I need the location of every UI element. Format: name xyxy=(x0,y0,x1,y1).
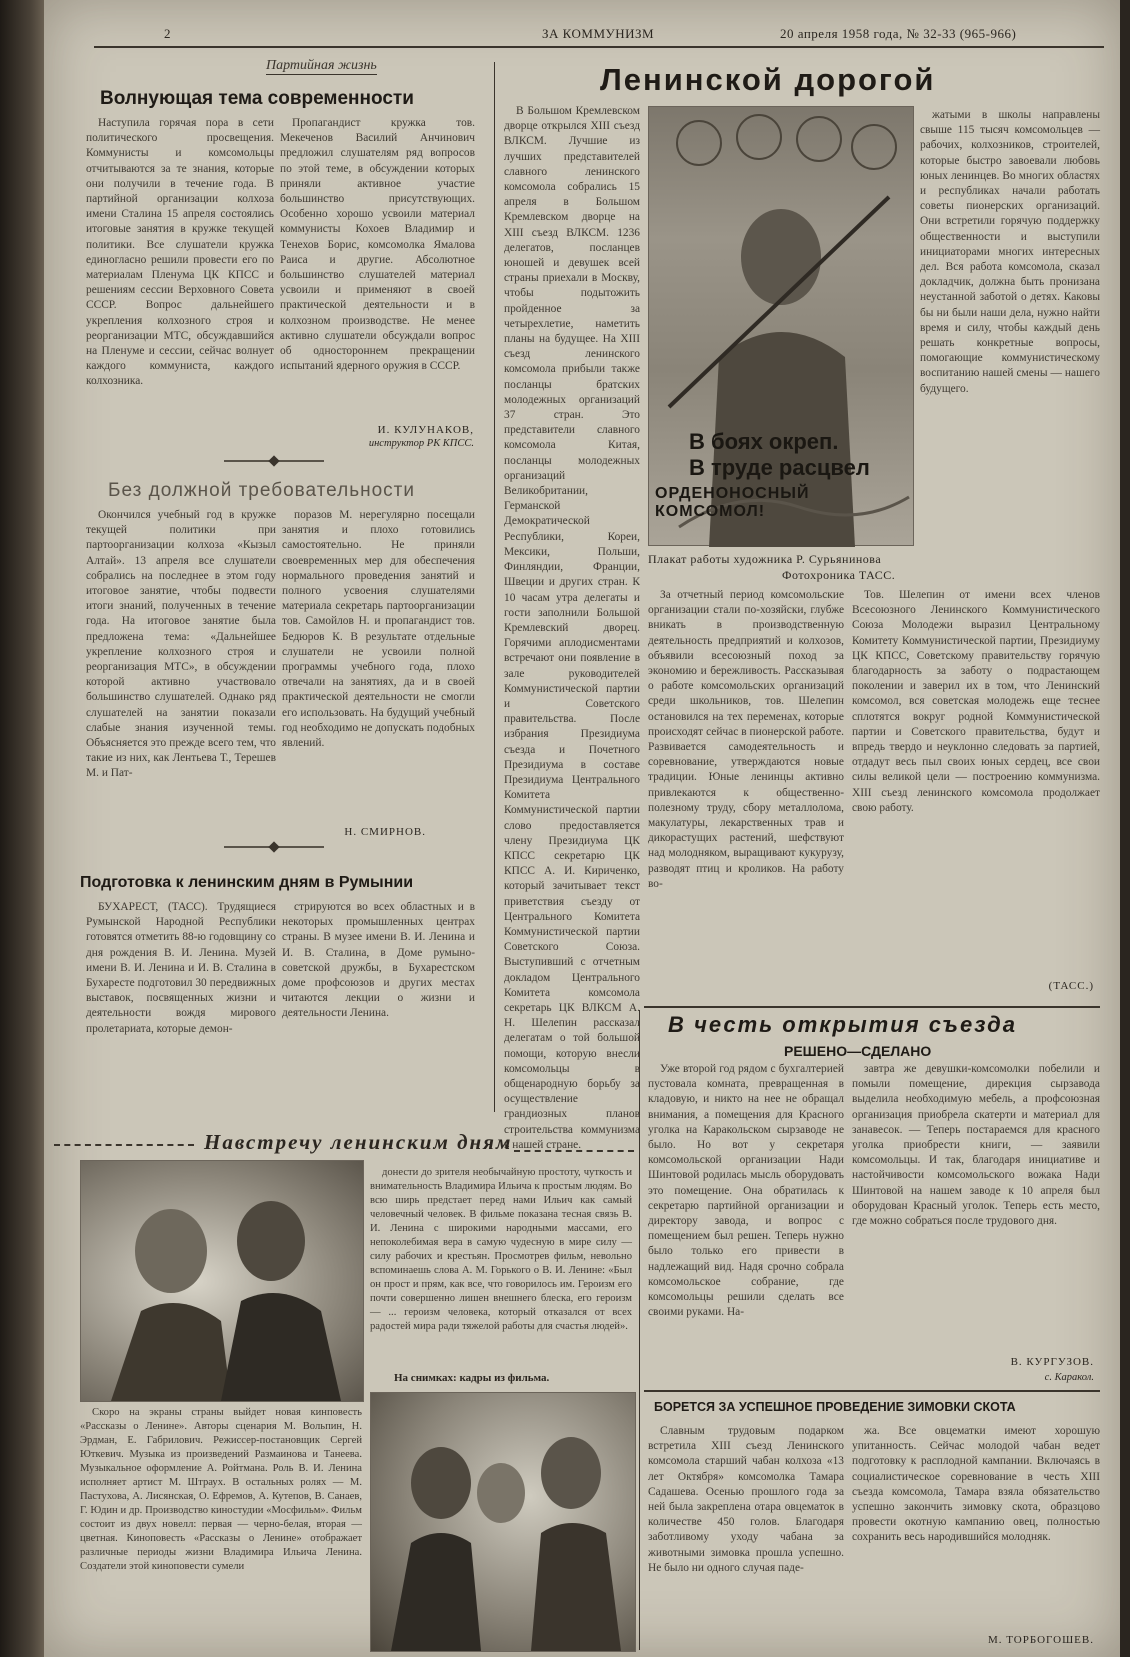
winter-top-rule xyxy=(644,1390,1100,1392)
binding-edge xyxy=(0,0,44,1657)
film-still-illustration xyxy=(371,1393,635,1651)
film-text-left: Скоро на экраны страны выйдет новая кинповесть «Рассказы о Ленине». Авторы сценария М. Вольпин, Н. Эрдман, Е. Габрилович. Режиссер-постановщик Сергей Юткевич. Музыка из произведений Размаинова и Танеева. Музыкальное оформление А. Ройтмана. Роль В. И. Ленина исполняет артист М. Штраух. В остальных ролях — М. Пастухова, А. Лисянская, О. Ефремов, А. Кутепов, В. Санаев, Г. Юдин и др. Производство киностудии «Мосфильм». Фильм состоит из двух новелл: первая — черно-белая, вторая — цветная. Киноповесть «Рассказы о Ленине» отображает различные периоды жизни Владимира Ильича Ленина. Создатели этой киноповести сумели xyxy=(80,1407,362,1572)
column-divider-main xyxy=(494,62,495,1112)
film-heading-line-left xyxy=(54,1144,194,1146)
poster-slogan-3: ОРДЕНОНОСНЫЙ КОМСОМОЛ! xyxy=(655,485,810,520)
article-theme-signature-title: инструктор РК КПСС. xyxy=(368,438,474,449)
rubric-party-life: Партийная жизнь xyxy=(266,58,377,73)
article-subtitle-honor: РЕШЕНО—СДЕЛАНО xyxy=(784,1043,932,1059)
page-edge xyxy=(1120,0,1130,1657)
article-theme-col2: Пропагандист кружка тов. Мекеченов Василий Анчинович предложил слушателям ряд вопросов по этой теме, в обсуждении которых приняли активное участие большинство присутствующих. Особенно хорошо усвоили материал коммунисты Кохоев Владимир и Тенехов Борис, комсомолка Ямалова Раиса и другие. Абсолютное большинство слушателей материал усвоили и применяют в своей практической деятельности и в колхозном производстве. Не менее активно слушатели обсуждали вопрос об одностороннем прекращении испытаний ядерного оружия в СССР. xyxy=(280,117,475,373)
divider-ornament xyxy=(224,460,324,462)
honor-col2: завтра же девушки-комсомолки побелили и помыли помещение, дирекция сырзавода выделила необходимую мебель, а профсоюзная организация приобрела скатерти и материал для занавесок. — Теперь постараемся для красного уголка приобрести книги, — заявили комсомольцы. И так, благодаря инициативе и настойчивости комсомольского вожака Нади Шинтовой на нашем заводе к 10 апреля был оборудован Красный уголок. Теперь есть место, где можно собраться после трудового дня. xyxy=(852,1063,1100,1228)
leninsky-tass: (ТАСС.) xyxy=(1048,980,1094,992)
winter-col2: жа. Все овцематки имеют хорошую упитанность. Сейчас молодой чабан ведет подготовку к расплодной кампании. Включаясь в социалистическое соревнование в честь XIII съезда комсомола, Тамара взяла обязательство успешно закончить зимовку скота, образцово провести окотную кампанию овец, полностью сохранить весь народившийся молодняк. xyxy=(852,1425,1100,1544)
film-still-1 xyxy=(80,1160,364,1402)
masthead-rule xyxy=(94,46,1104,48)
article-title-leninsky: Ленинской дорогой xyxy=(600,62,936,97)
honor-signature: В. КУРГУЗОВ. xyxy=(1010,1356,1094,1368)
film-title: Навстречу ленинским дням xyxy=(204,1130,513,1154)
komsomol-poster xyxy=(648,106,914,546)
poster-slogan-2: В труде расцвел xyxy=(689,455,870,480)
article-romania-col2: стрируются во всех областных и в некоторых промышленных центрах страны. В музее имени В. И. Ленина и И. В. Сталина, в Доме румыно-советской дружбы, в Бухарестском доме профсоюзов и других местах читаются лекции о жизни и деятельности Ленина. xyxy=(282,901,475,1020)
newspaper-page xyxy=(44,0,1122,1657)
honor-top-rule xyxy=(644,1006,1100,1008)
winter-signature: М. ТОРБОГОШЕВ. xyxy=(987,1634,1094,1646)
article-title-requirements: Без должной требовательности xyxy=(108,480,415,501)
divider-ornament xyxy=(224,846,324,848)
poster-caption: Плакат работы художника Р. Сурьянинова xyxy=(648,552,882,566)
leninsky-col4: Тов. Шелепин от имени всех членов Всесоюзного Ленинского Коммунистического Союза Молодежи выразил Центральному Комитету Коммунистической партии, Президиуму ЦК КПСС, Советскому правительству горячую благодарность за заботу о подрастающем поколении и заверил их в том, что Ленинский комсомол, вся советская молодежь еще теснее сплотятся вокруг родной Коммунистической партии и Советского правительства, будут и впредь твердо и неуклонно следовать за партией, отдадут весь пыл своих юных сердец, все свои силы великой цели — построению коммунизма. XIII съезд ленинского комсомола продолжает свою работу. xyxy=(852,589,1100,814)
film-still-illustration xyxy=(81,1161,363,1401)
masthead: ЗА КОММУНИЗМ xyxy=(542,26,655,41)
film-still-2 xyxy=(370,1392,636,1652)
honor-col1: Уже второй год рядом с бухгалтерией пустовала комната, превращенная в кладовую, и никто на нее не обращал внимания, а помещения для Красного уголка на Каракольском сырзаводе не было. Но вот у секретаря комсомольской организации Нади Шинтовой родилась мысль оборудовать это помещение. Она обратилась к секретарю партийной организации и директору завода, и вопрос с помещением был решен. Теперь нужно было только его привести в надлежащий вид. Надя срочно собрала комсомольское собрание, где комсомольцы решили сделать все своими руками. На- xyxy=(648,1063,844,1319)
honor-place: с. Каракол. xyxy=(1044,1372,1094,1383)
film-photo-caption: На снимках: кадры из фильма. xyxy=(394,1372,550,1384)
article-req-col1: Окончился учебный год в кружке текущей политики при партоорганизации колхоза «Кызыл Алтай». 13 апреля все слушатели собрались на последнее в этом году итоговое занятие, чтобы подвести итоги знаний, полученных в течение года. На итоговое занятие была предложена тема: «Дальнейшее укрепление колхозного строя и реорганизация МТС», в обсуждении которой активно участвовало большинство слушателей. Однако ряд слушателей на занятии показали слабые знания изученной темы. Объясняется это прежде всего тем, что такие из них, как Лентьева Т., Терешев М. и Пат- xyxy=(86,509,276,780)
article-title-romania: Подготовка к ленинским дням в Румынии xyxy=(80,874,414,891)
article-req-signature: Н. СМИРНОВ. xyxy=(344,826,426,838)
film-text-right: донести до зрителя необычайную простоту, чуткость и внимательность Владимира Ильича к простым людям. Во всю ширь предстает перед нами Ильич как самый человечный человек. В фильме показана тесная связь В. И. Ленина с широкими народными массами, его непоколебимая вера в самую чудесную в мире силу — силу рабочих и крестьян. Просмотрев фильм, невольно вспоминаешь слова А. М. Горького о В. И. Ленине: «Был он прост и прям, как все, что говорилось им. Героизм его почти совершенно лишен внешнего блеска, его героизм — ... героизм человека, который отказался от всех радостей мира ради тяжелой работы для счастья людей». xyxy=(370,1167,632,1332)
leninsky-col1: В Большом Кремлевском дворце открылся XIII съезд ВЛКСМ. Лучшие из лучших представителей славного ленинского комсомола собрались 15 апреля в Большом Кремлевском дворце на XIII съезд ВЛКСМ. 1236 делегатов, посланцев юношей и девушек всей страны приехали в Москву, чтобы подытожить пройденное за четырехлетие, наметить планы на будущее. На XIII съезд ленинского комсомола прибыли также посланцы братских молодежных организаций 37 стран. Это представители славного комсомола Китая, посланцы молодежных организаций Великобритании, Германской Демократической Республики, Кореи, Мексики, Польши, Финляндии, Франции, Швеции и других стран. К 10 часам утра делегаты и гости заполнили Большой Кремлевский дворец. Горячими аплодисментами встречают они появление в зале руководителей Коммунистической партии и Советского правительства. После избрания Президиума съезда и Почетного Президиума в составе Президиума Центрального Комитета Коммунистической партии слово предоставляется члену Президиума ЦК КПСС секретарю ЦК КПСС А. И. Кириченко, который зачитывает текст приветствия съезду от Центрального Комитета Коммунистической партии Советского Союза. Выступивший с отчетным докладом Центрального Комитета комсомола секретарь ЦК ВЛКСМ А. Н. Шелепин рассказал делегатам о той большой помощи, которую внесли комсомольцы в общенародную борьбу за осуществление грандиозных планов строительства коммунизма в нашей стране. xyxy=(504,105,640,1151)
article-title-honor: В честь открытия съезда xyxy=(668,1012,1017,1037)
issue-date: 20 апреля 1958 года, № 32-33 (965-966) xyxy=(780,26,1017,41)
poster-slogan-1: В боях окреп. xyxy=(689,429,839,454)
page-number: 2 xyxy=(164,26,171,41)
article-theme-col1: Наступила горячая пора в сети политического просвещения. Коммунисты и комсомольцы отчитываются за те знания, которые они получили в течение года. В партийной организации колхоза имени Сталина 15 апреля состоялись итоговые занятия в кружке текущей политики. Все слушатели кружка единогласно решили провести его по материалам Пленума ЦК КПСС и решениям сессии Верховного Совета СССР. Вопрос дальнейшего укрепления колхозного строя и реорганизации МТС, обсуждавшийся на Пленуме и сессии, сейчас волнует каждого коммуниста, каждого колхозника. xyxy=(86,117,274,388)
article-title-theme: Волнующая тема современности xyxy=(100,88,414,109)
film-heading-line-right xyxy=(514,1150,634,1152)
article-theme-signature: И. КУЛУНАКОВ, xyxy=(377,424,474,436)
article-req-col2: поразов М. нерегулярно посещали занятия и плохо готовились самостоятельно. Не приняли своевременных мер для обеспечения нормального проведения занятий и полного усвоения слушателями материала секретарь партоорганизации тов. Самойлов Н. и пропагандист тов. Бедюров К. В результате отдельные слушатели не усвоили полной программы учебного года, плохо отвечали на занятиях, да и в своей практической деятельности не смогли его использовать. На будущий учебный год необходимо не допускать подобных явлений. xyxy=(282,509,475,750)
leninsky-col2: За отчетный период комсомольские организации стали по-хозяйски, глубже вникать в производственную деятельность предприятий и колхозов, объявили всесоюзный поход за экономию и бережливость. Рассказывая о работе комсомольских организаций среди школьников, тов. Шелепин остановился на тех переменах, которые происходят сейчас в пионерской работе. Развивается самодеятельность и соревнование, утверждаются новые традиции. Юные ленинцы активно привлекаются к общественно-полезному труду, сбору металлолома, макулатуры, лекарственных трав и дикорастущих растений, шефствуют над молодняком, выращивают кукурузу, разводят птиц и кроликов. На работу во- xyxy=(648,589,844,890)
article-title-winter: БОРЕТСЯ ЗА УСПЕШНОЕ ПРОВЕДЕНИЕ ЗИМОВКИ СКОТА xyxy=(654,1400,1016,1414)
article-romania-col1: БУХАРЕСТ, (ТАСС). Трудящиеся Румынской Народной Республики готовятся отметить 88-ю годовщину со дня рождения В. И. Ленина. Музей имени В. И. Ленина и И. В. Сталина в Бухаресте подготовил 30 передвижных выставок, посвященных жизни и деятельности вождя мирового пролетариата, которые демон- xyxy=(86,901,276,1035)
leninsky-col3: жатыми в школы направлены свыше 115 тысяч комсомольцев — рабочих, колхозников, строителей, которые быстро завоевали любовь юных ленинцев. Во многих областях и республиках начали работать советы пионерских организаций. Они встретили горячую поддержку общественности и выступили инициаторами многих интересных дел. Вся работа комсомола, сказал докладчик, должна быть пронизана неустанной заботой о детях. Каковы бы ни были наши дела, нужно найти время и силу, чтобы каждый день решать конкретные вопросы, помогающие коммунистическому воспитанию нашей смены — нашего будущего. xyxy=(920,109,1100,395)
winter-col1: Славным трудовым подарком встретила XIII съезд Ленинского комсомола старший чабан колхоза «13 лет Октября» комсомолка Тамара Садашева. Осенью прошлого года за ней была закреплена отара овцематок в количестве 450 голов. Благодаря заботливому уходу чабана за животными зимовка прошла успешно. Не было ни одного случая паде- xyxy=(648,1425,844,1574)
poster-credit: Фотохроника ТАСС. xyxy=(782,568,896,582)
